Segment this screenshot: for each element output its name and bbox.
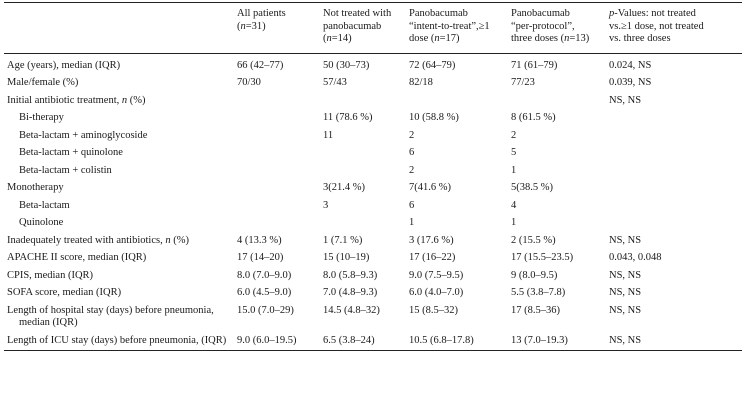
table-cell bbox=[606, 198, 742, 216]
table-cell: 8.0 (7.0–9.0) bbox=[237, 269, 292, 281]
header-all-patients: All patients (n=31) bbox=[237, 8, 286, 32]
table-cell bbox=[606, 215, 742, 233]
table-cell bbox=[406, 93, 508, 111]
table-cell: 10.5 (6.8–17.8) bbox=[409, 334, 474, 346]
table-cell: 8.0 (5.8–9.3) bbox=[323, 269, 378, 281]
table-cell: 9 (8.0–9.5) bbox=[511, 269, 558, 281]
table-cell: 3 bbox=[323, 199, 329, 211]
header-not-treated: Not treated with panobacumab (n=14) bbox=[323, 8, 392, 44]
table-cell: 17 (8.5–36) bbox=[511, 304, 560, 316]
table-cell: 6.5 (3.8–24) bbox=[323, 334, 375, 346]
table-cell: 2 bbox=[409, 129, 415, 141]
row-label: Beta-lactam + aminoglycoside bbox=[19, 129, 148, 141]
table-row bbox=[4, 110, 742, 128]
table-cell: 70/30 bbox=[237, 77, 261, 88]
row-label: SOFA score, median (IQR) bbox=[7, 287, 122, 298]
table-row bbox=[4, 128, 742, 146]
header-per-protocol: Panobacumab “per-protocol”, three doses (n=13) bbox=[511, 8, 590, 44]
table-cell bbox=[606, 180, 742, 198]
table-row bbox=[4, 250, 742, 268]
table-cell: 15 (10–19) bbox=[323, 252, 370, 263]
table-cell bbox=[606, 110, 742, 128]
header-intent-to-treat: Panobacumab “intent-to-treat”,≥1 dose (n=17) bbox=[409, 8, 490, 44]
table-cell: 17 (15.5–23.5) bbox=[511, 252, 574, 263]
table-cell: 15 (8.5–32) bbox=[409, 304, 458, 316]
patient-characteristics-table bbox=[4, 2, 742, 351]
table-cell: 57/43 bbox=[323, 77, 347, 88]
table-cell bbox=[234, 145, 320, 163]
table-cell bbox=[320, 93, 406, 111]
table-cell: 7(41.6 %) bbox=[409, 182, 451, 193]
table-cell: 11 (78.6 %) bbox=[323, 112, 373, 123]
table-cell: 77/23 bbox=[511, 77, 535, 88]
table-header-row bbox=[4, 3, 742, 54]
table-cell: 0.043, 0.048 bbox=[609, 252, 662, 263]
table-row bbox=[4, 333, 742, 351]
table-cell: 71 (61–79) bbox=[511, 59, 558, 71]
row-label: Male/female (%) bbox=[7, 77, 79, 88]
table-cell: 11 bbox=[323, 129, 334, 141]
table-cell bbox=[234, 128, 320, 146]
header-p-values: p-Values: not treated vs.≥1 dose, not treated vs. three doses bbox=[609, 8, 704, 44]
table-row bbox=[4, 268, 742, 286]
table-cell bbox=[234, 215, 320, 233]
table-cell bbox=[508, 93, 606, 111]
table-cell: 82/18 bbox=[409, 77, 433, 88]
row-label: Beta-lactam + colistin bbox=[19, 164, 112, 176]
table-cell: 3 (17.6 %) bbox=[409, 234, 454, 246]
row-label: Monotherapy bbox=[7, 182, 64, 193]
table-cell: 9.0 (7.5–9.5) bbox=[409, 269, 464, 281]
table-cell: NS, NS bbox=[609, 304, 642, 316]
table-cell: 7.0 (4.8–9.3) bbox=[323, 287, 378, 298]
row-label: CPIS, median (IQR) bbox=[7, 269, 94, 281]
table-cell bbox=[320, 163, 406, 181]
table-cell: 2 bbox=[409, 164, 415, 176]
table-cell: 72 (64–79) bbox=[409, 59, 456, 71]
table-cell bbox=[606, 128, 742, 146]
row-label: APACHE II score, median (IQR) bbox=[7, 252, 147, 263]
table-cell: 5.5 (3.8–7.8) bbox=[511, 287, 566, 298]
table-cell bbox=[234, 180, 320, 198]
table-cell bbox=[234, 93, 320, 111]
table-cell: NS, NS bbox=[609, 94, 642, 106]
table-cell: 14.5 (4.8–32) bbox=[323, 304, 380, 316]
table-cell: NS, NS bbox=[609, 287, 642, 298]
table-cell: 0.024, NS bbox=[609, 59, 652, 71]
table-cell bbox=[234, 163, 320, 181]
table-cell: NS, NS bbox=[609, 334, 642, 346]
table-cell: 17 (14–20) bbox=[237, 252, 284, 263]
row-label: Beta-lactam + quinolone bbox=[19, 147, 123, 158]
table-row bbox=[4, 145, 742, 163]
table-cell bbox=[234, 110, 320, 128]
table-cell bbox=[606, 145, 742, 163]
table-row bbox=[4, 163, 742, 181]
table-row bbox=[4, 285, 742, 303]
header-blank bbox=[4, 3, 234, 54]
table-cell: 17 (16–22) bbox=[409, 252, 456, 263]
row-label: Beta-lactam bbox=[19, 199, 70, 211]
table-cell: 1 bbox=[511, 164, 517, 176]
table-cell: 1 bbox=[409, 217, 415, 228]
table-cell: 13 (7.0–19.3) bbox=[511, 334, 568, 346]
table-cell: 1 bbox=[511, 217, 517, 228]
table-cell: 10 (58.8 %) bbox=[409, 112, 459, 123]
table-cell: 9.0 (6.0–19.5) bbox=[237, 334, 297, 346]
table-cell: 2 (15.5 %) bbox=[511, 234, 556, 246]
table-cell: NS, NS bbox=[609, 269, 642, 281]
table-row bbox=[4, 75, 742, 93]
table-cell bbox=[606, 163, 742, 181]
table-row bbox=[4, 303, 742, 333]
row-label: Inadequately treated with antibiotics, n (%) bbox=[7, 234, 189, 246]
table-row bbox=[4, 198, 742, 216]
table-row bbox=[4, 93, 742, 111]
row-label: Age (years), median (IQR) bbox=[7, 59, 121, 71]
row-label: Initial antibiotic treatment, n (%) bbox=[7, 94, 146, 106]
table-cell: 6.0 (4.5–9.0) bbox=[237, 287, 292, 298]
table-cell: 1 (7.1 %) bbox=[323, 234, 363, 246]
table-cell: NS, NS bbox=[609, 234, 642, 246]
table-cell: 6 bbox=[409, 147, 415, 158]
table-cell: 8 (61.5 %) bbox=[511, 112, 556, 123]
row-label: Length of hospital stay (days) before pneumonia, median (IQR) bbox=[7, 304, 214, 328]
table-cell: 15.0 (7.0–29) bbox=[237, 304, 294, 316]
table-cell: 3(21.4 %) bbox=[323, 182, 365, 193]
table-row bbox=[4, 180, 742, 198]
row-label: Quinolone bbox=[19, 217, 64, 228]
table-cell: 2 bbox=[511, 129, 517, 141]
table-row bbox=[4, 233, 742, 251]
table-cell: 5(38.5 %) bbox=[511, 182, 553, 193]
table-cell: 5 bbox=[511, 147, 517, 158]
row-label: Length of ICU stay (days) before pneumonia, (IQR) bbox=[7, 334, 227, 346]
table-cell: 4 bbox=[511, 199, 517, 211]
table-row bbox=[4, 53, 742, 75]
table-row bbox=[4, 215, 742, 233]
table-cell: 6 bbox=[409, 199, 415, 211]
table-cell: 6.0 (4.0–7.0) bbox=[409, 287, 464, 298]
table-cell: 66 (42–77) bbox=[237, 59, 284, 71]
table-cell: 0.039, NS bbox=[609, 77, 652, 88]
table-cell bbox=[320, 215, 406, 233]
table-cell: 4 (13.3 %) bbox=[237, 234, 282, 246]
row-label: Bi-therapy bbox=[19, 112, 64, 123]
table-cell: 50 (30–73) bbox=[323, 59, 370, 71]
table-cell bbox=[320, 145, 406, 163]
table-cell bbox=[234, 198, 320, 216]
